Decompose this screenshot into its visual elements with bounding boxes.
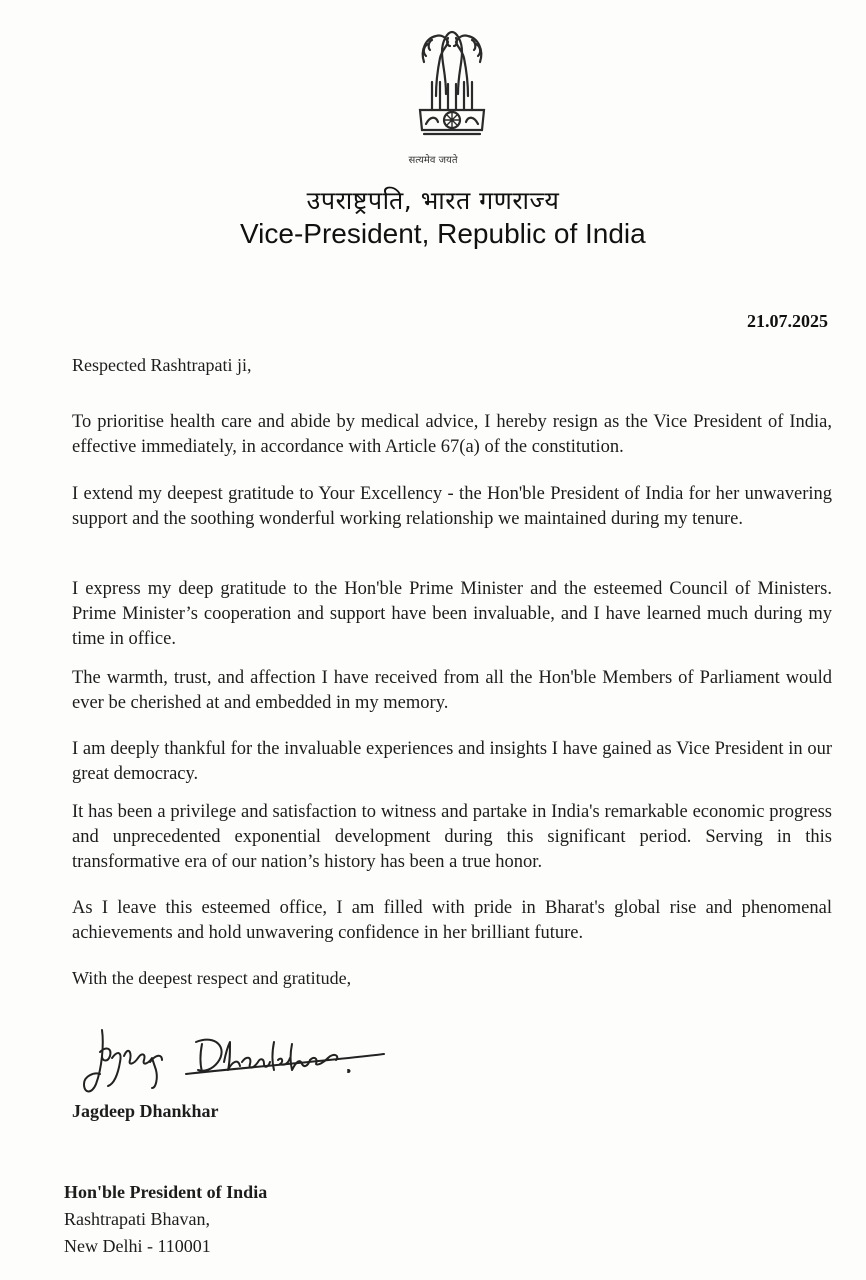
body-paragraph: I am deeply thankful for the invaluable experiences and insights I have gained as Vice President in our great democracy. (72, 739, 832, 784)
body-paragraph: I extend my deepest gratitude to Your Excellency - the Hon'ble President of India for her unwavering support and the soothing wonderful working relationship we maintained during my tenure. (72, 484, 832, 529)
body-paragraph: To prioritise health care and abide by medical advice, I hereby resign as the Vice President of India, effective immediately, in accordance with Article 67(a) of the constitution. (72, 412, 832, 457)
signature-strokes (78, 1022, 398, 1102)
addressee-line-1: Rashtrapati Bhavan, (64, 1209, 210, 1229)
letterhead-title-english: Vice-President, Republic of India (240, 218, 646, 249)
letterhead-title-hindi: उपराष्ट्रपति, भारत गणराज्य (306, 186, 560, 215)
handwritten-signature (78, 1022, 398, 1102)
salutation: Respected Rashtrapati ji, (72, 355, 252, 375)
body-paragraph: The warmth, trust, and affection I have received from all the Hon'ble Members of Parliament would ever be cherished at and embedded in my memory. (72, 668, 832, 713)
addressee-title: Hon'ble President of India (64, 1182, 268, 1202)
body-paragraph: I express my deep gratitude to the Hon'ble Prime Minister and the esteemed Council of Ministers. Prime Minister’s cooperation and support have been invaluable, and I have learned much during my time in office. (72, 579, 832, 649)
addressee-line-2: New Delhi - 110001 (64, 1236, 211, 1256)
emblem-motto: सत्यमेव जयते (408, 155, 458, 166)
body-paragraph: It has been a privilege and satisfaction to witness and partake in India's remarkable economic progress and unprecedented exponential development during this significant period. Serving in this transformative era of our nation’s history has been a true honor. (72, 802, 832, 872)
letter-date: 21.07.2025 (747, 311, 828, 331)
signer-name: Jagdeep Dhankhar (72, 1101, 219, 1121)
body-paragraph: As I leave this esteemed office, I am filled with pride in Bharat's global rise and phenomenal achievements and hold unwavering confidence in her brilliant future. (72, 898, 832, 943)
closing-line: With the deepest respect and gratitude, (72, 968, 352, 988)
